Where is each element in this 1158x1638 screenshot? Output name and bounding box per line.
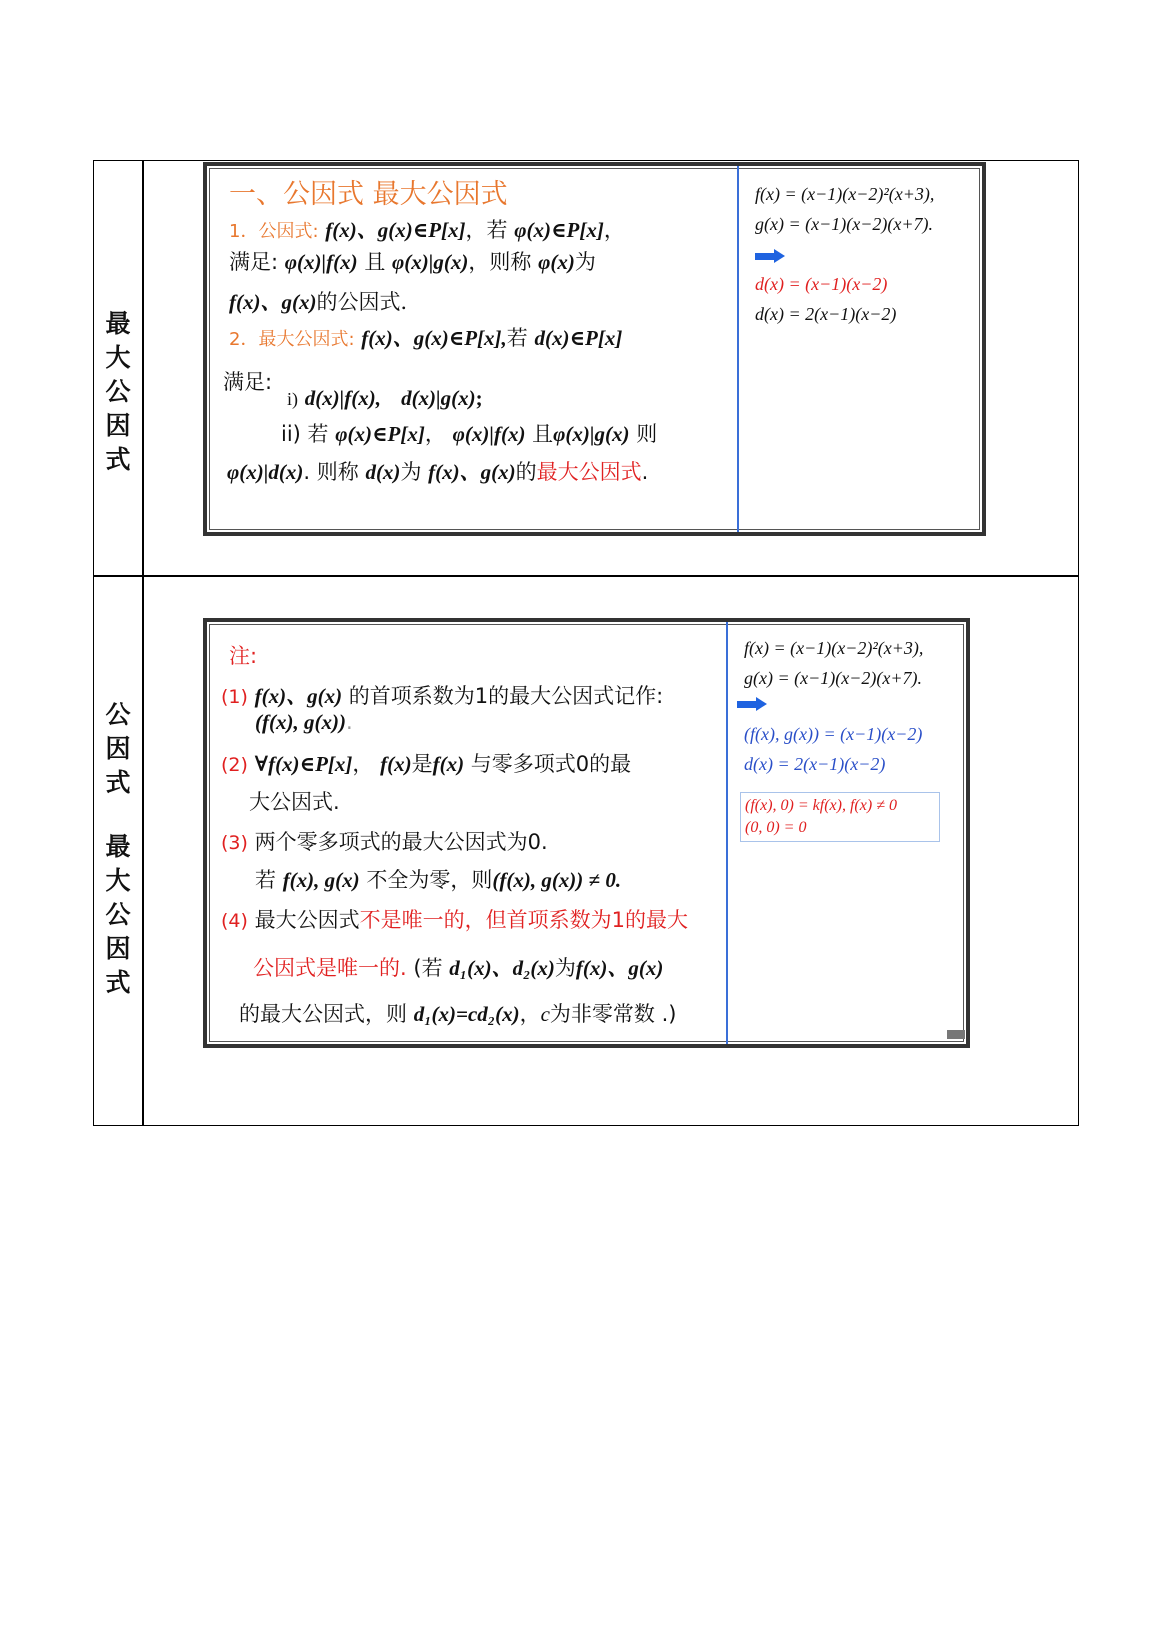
text: 的最大公因式，则: [239, 1002, 407, 1026]
row2-label-char: 式: [105, 968, 131, 997]
row2-label-char: 因: [105, 934, 131, 963]
example-g: g(x) = (x−1)(x−2)(x+7).: [744, 668, 922, 688]
text: 为: [400, 460, 422, 484]
math-expr: f(x)、g(x): [428, 460, 516, 484]
item-number: (3): [221, 832, 248, 854]
definition-gcd-line2: 满足:: [223, 370, 273, 394]
row1-label-char: 式: [105, 445, 131, 474]
math-expr: φ(x)|d(x): [227, 460, 304, 484]
text: ，: [352, 752, 374, 776]
highlight-text: 不是唯一的，但首项系数为1的最大: [359, 908, 688, 932]
row2-label-char: 公: [105, 900, 131, 929]
definition-gcd-conclusion: [227, 458, 648, 486]
math-expr: f(x): [432, 752, 465, 776]
item-number: (1): [221, 686, 248, 708]
definition-common-factor-line3: [229, 288, 421, 316]
row2-label-char: 公: [105, 700, 131, 729]
row1-label-char: 因: [105, 411, 131, 440]
row2-label-char: 最: [105, 832, 131, 861]
slide-title: 一、公因式 最大公因式: [229, 179, 508, 210]
note-1-line1: [221, 682, 663, 711]
note-3-line2: [255, 866, 621, 894]
text: 为: [554, 956, 576, 980]
definition-common-factor-line1: [229, 216, 625, 246]
math-expr: f(x), g(x): [282, 868, 360, 892]
text: 的: [515, 460, 537, 484]
notes-heading: 注:: [229, 644, 258, 668]
math-expr: φ(x)|g(x): [553, 422, 630, 446]
math-expr: ∀f(x)∈P[x]: [254, 752, 353, 776]
slide-divider: [726, 622, 728, 1044]
math-expr: φ(x)∈P[x]: [514, 218, 604, 242]
note-4-line1: [221, 906, 688, 935]
text: (若: [413, 956, 443, 980]
example-g: g(x) = (x−1)(x−2)(x+7).: [755, 214, 933, 234]
text: ;: [475, 386, 483, 410]
row2-label-char: 式: [105, 768, 131, 797]
text: 不全为零，则: [366, 868, 493, 892]
note-2-line2: 大公因式.: [249, 790, 340, 814]
text: .: [641, 460, 649, 484]
row1-label: [94, 307, 142, 477]
item-number: (2): [221, 754, 248, 776]
text: 与零多项式0的最: [470, 752, 632, 776]
text: 满足:: [229, 250, 279, 274]
math-expr: f(x)、g(x)∈P[x]: [325, 218, 466, 242]
highlight-text: 公因式是唯一的.: [253, 956, 407, 980]
slide-divider: [737, 166, 739, 532]
note-4-line2: [253, 954, 663, 982]
text: 为: [574, 250, 596, 274]
text: ，若: [465, 218, 508, 242]
definition-common-factor-line2: [229, 248, 596, 276]
note-1-line2: [255, 708, 353, 736]
text: 则: [636, 422, 658, 446]
item-number: 1．公因式:: [229, 221, 319, 242]
special-cases-box: [740, 792, 940, 842]
row1-label-char: 最: [105, 309, 131, 338]
text: ii) 若: [281, 422, 329, 446]
example-d: [744, 752, 885, 776]
math-expr: d₁(x)=cd₂(x): [413, 1002, 520, 1026]
text: 两个零多项式的最大公因式为0.: [254, 830, 548, 854]
slide-gcd-notes: [203, 618, 970, 1048]
text: 且: [364, 250, 386, 274]
math-expr: φ(x)|g(x): [392, 250, 469, 274]
math-expr: (f(x), g(x)) ≠ 0.: [492, 868, 622, 892]
text: 的首项系数为1的最大公因式记作:: [348, 684, 664, 708]
math-expr: c: [540, 1002, 550, 1026]
math-expr: d₁(x)、d₂(x): [449, 956, 555, 980]
row1-label-char: 公: [105, 377, 131, 406]
math-expr: (f(x), g(x)): [255, 710, 346, 734]
row2-label: [94, 698, 142, 1000]
text: ，: [519, 1002, 541, 1026]
math-expr: d(x): [365, 460, 401, 484]
math-expr: φ(x): [538, 250, 575, 274]
row2-label-char: 因: [105, 734, 131, 763]
special-case-1: (f(x), 0) = kf(x), f(x) ≠ 0: [745, 797, 897, 814]
math-expr: f(x)、g(x): [575, 956, 664, 980]
definition-gcd-condition-i: [287, 384, 483, 413]
slide-control-icon: [947, 1030, 965, 1039]
math-expr: f(x)、g(x): [229, 290, 317, 314]
right-arrow-icon: [737, 698, 767, 710]
math-expr: d(x)|g(x): [401, 386, 476, 410]
text: 若: [506, 326, 528, 350]
text: ，: [424, 422, 446, 446]
example-d2: d(x) = 2(x−1)(x−2): [755, 304, 897, 324]
row2-label-char: 大: [105, 866, 131, 895]
math-expr: f(x): [380, 752, 412, 776]
highlight-text: 最大公因式: [536, 460, 642, 484]
note-3-line1: [221, 828, 548, 857]
math-expr: φ(x)|f(x): [452, 422, 526, 446]
text: ，: [603, 218, 625, 242]
math-expr: f(x)、g(x): [254, 684, 343, 708]
text: 且: [532, 422, 554, 446]
text: i): [287, 389, 298, 409]
definition-gcd-condition-ii: [281, 420, 657, 448]
slide-gcd-definition: [203, 162, 986, 536]
text: 若: [255, 868, 276, 892]
math-expr: f(x)、g(x)∈P[x],: [361, 326, 507, 350]
example-f: f(x) = (x−1)(x−2)²(x+3),: [755, 184, 935, 204]
math-expr: φ(x)∈P[x]: [335, 422, 425, 446]
definition-gcd-line1: [229, 324, 622, 354]
text: 的公因式．: [316, 290, 422, 314]
example-d1: d(x) = (x−1)(x−2): [755, 274, 888, 294]
text: 最大公因式: [254, 908, 360, 932]
row1-label-char: 大: [105, 343, 131, 372]
right-arrow-icon: [755, 250, 785, 262]
math-expr: d(x)|f(x),: [304, 386, 382, 410]
table-row-divider: [94, 575, 1078, 577]
text: 是: [411, 752, 433, 776]
note-4-line3: [239, 1000, 676, 1028]
example-gcd: (f(x), g(x)) = (x−1)(x−2): [744, 724, 923, 744]
math-expr: φ(x)|f(x): [284, 250, 358, 274]
item-number: (4): [221, 910, 248, 932]
text: 为非零常数 .): [549, 1002, 677, 1026]
text: ，则称: [468, 250, 532, 274]
math-expr: d(x) = 2(x−1)(x−2): [744, 754, 886, 774]
note-2-line1: [221, 750, 631, 779]
example-f: f(x) = (x−1)(x−2)²(x+3),: [744, 638, 924, 658]
math-expr: d(x)∈P[x]: [534, 326, 623, 350]
text: .: [345, 710, 353, 734]
item-number: 2．最大公因式:: [229, 329, 355, 350]
table-column-divider: [142, 161, 144, 1125]
text: . 则称: [303, 460, 359, 484]
special-case-2: (0, 0) = 0: [745, 819, 807, 836]
